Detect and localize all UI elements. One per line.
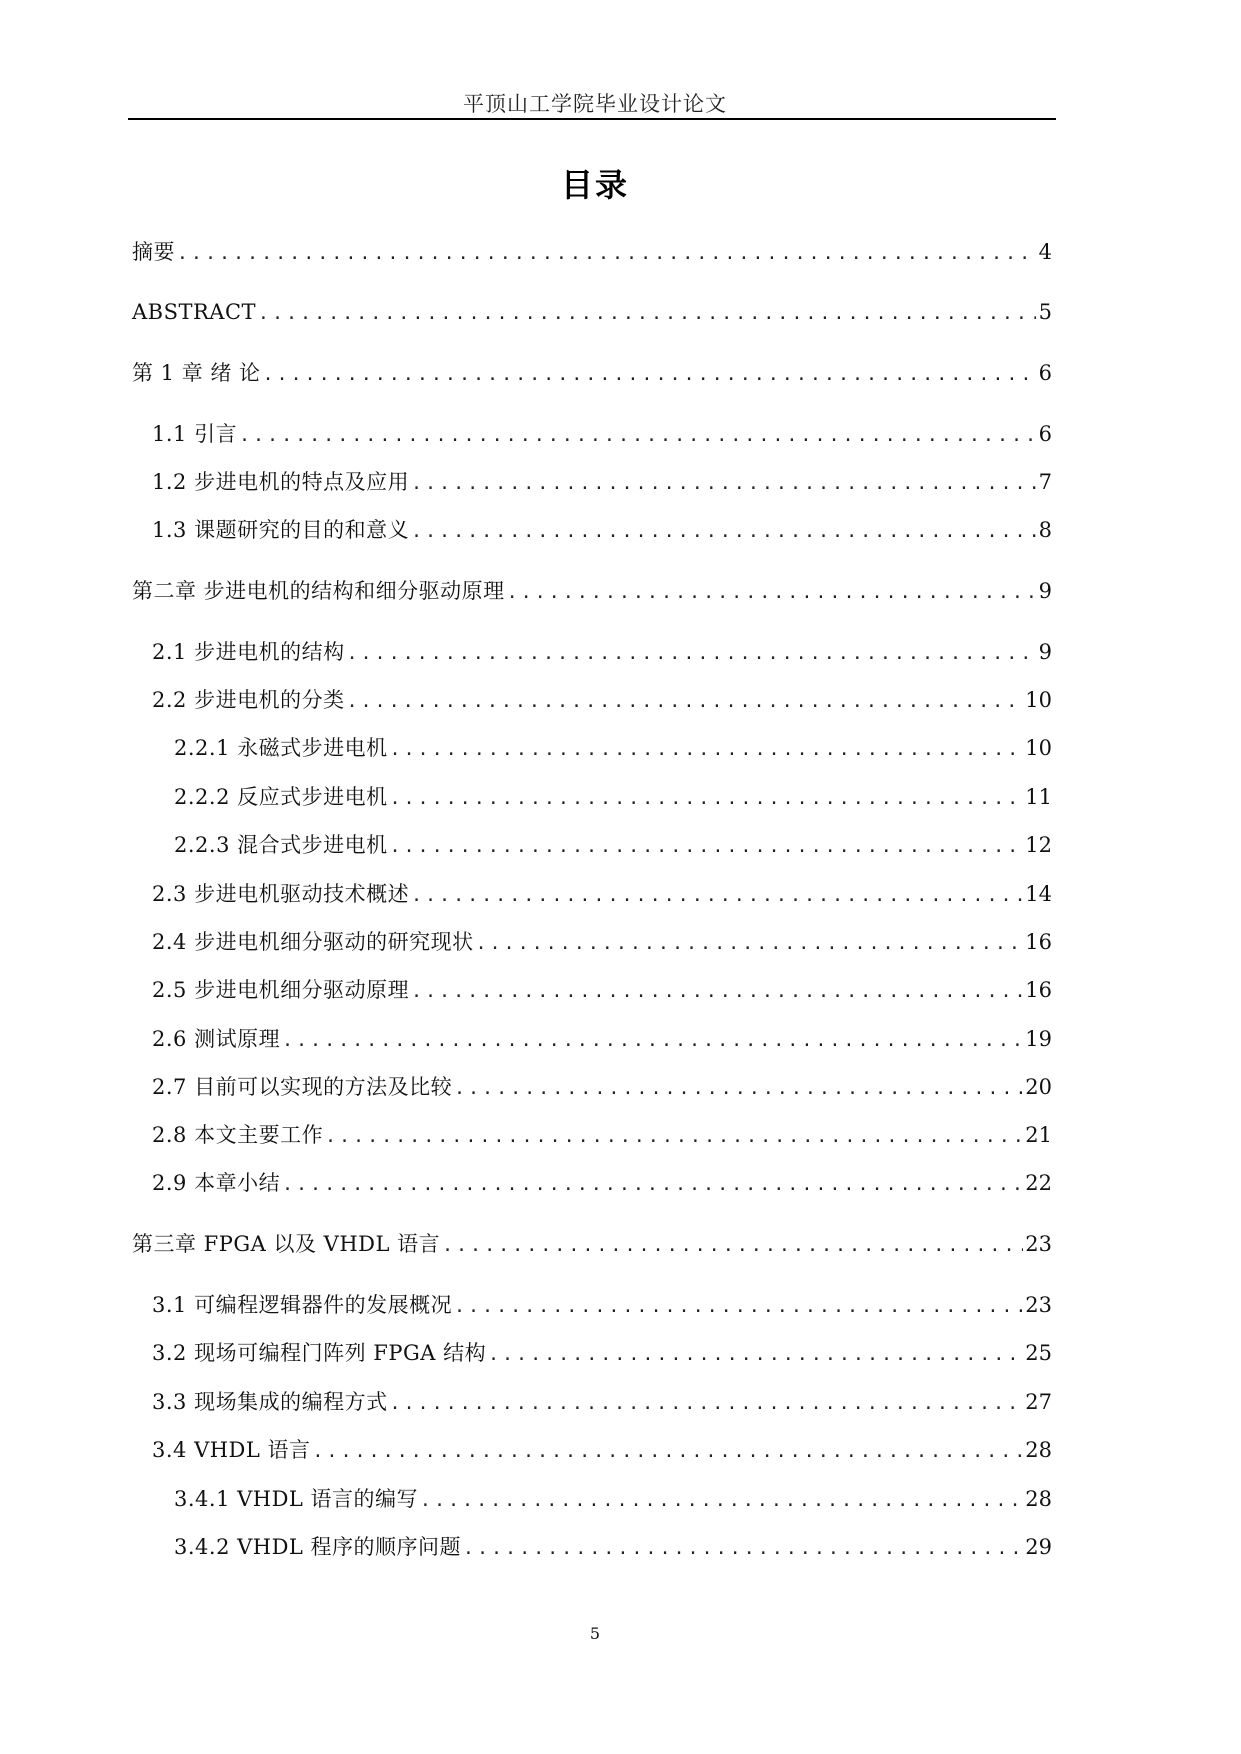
page-number: 5 bbox=[589, 1624, 601, 1643]
toc-entry-section-2-5[interactable] bbox=[152, 975, 1052, 1005]
toc-dot-leader bbox=[488, 1340, 1023, 1370]
toc-entry-label: 2.2 步进电机的分类 bbox=[152, 688, 345, 712]
toc-entry-page: 9 bbox=[1038, 640, 1052, 664]
toc-dot-leader bbox=[282, 1170, 1023, 1200]
toc-entry-section-2-2-1[interactable] bbox=[174, 733, 1052, 763]
toc-entry-section-3-4-2[interactable] bbox=[174, 1532, 1052, 1562]
toc-dot-leader bbox=[454, 1292, 1023, 1322]
toc-dot-leader bbox=[411, 881, 1023, 911]
toc-entry-page: 4 bbox=[1038, 240, 1052, 264]
toc-entry-label: 2.6 测试原理 bbox=[152, 1027, 281, 1051]
toc-entry-section-2-7[interactable] bbox=[152, 1072, 1052, 1102]
toc-entry-section-3-3[interactable] bbox=[152, 1387, 1052, 1417]
toc-dot-leader bbox=[442, 1231, 1023, 1261]
toc-entry-label: 摘要 bbox=[132, 240, 175, 264]
toc-entry-page: 28 bbox=[1025, 1487, 1052, 1511]
toc-entry-section-2-2-2[interactable] bbox=[174, 782, 1052, 812]
toc-entry-page: 23 bbox=[1025, 1293, 1052, 1317]
toc-dot-leader bbox=[347, 687, 1024, 717]
toc-title: 目录 bbox=[560, 166, 629, 204]
toc-entry-page: 6 bbox=[1038, 422, 1052, 446]
toc-dot-leader bbox=[390, 1389, 1024, 1419]
toc-entry-label: 3.2 现场可编程门阵列 FPGA 结构 bbox=[152, 1341, 487, 1365]
toc-dot-leader bbox=[313, 1437, 1024, 1467]
toc-entry-section-2-8[interactable] bbox=[152, 1120, 1052, 1150]
toc-entry-page: 27 bbox=[1025, 1390, 1052, 1414]
toc-entry-label: 1.2 步进电机的特点及应用 bbox=[152, 470, 410, 494]
toc-entry-label: 2.2.3 混合式步进电机 bbox=[174, 833, 388, 857]
toc-entry-section-1-2[interactable] bbox=[152, 467, 1052, 497]
toc-entry-page: 16 bbox=[1025, 978, 1052, 1002]
toc-entry-label: 3.3 现场集成的编程方式 bbox=[152, 1390, 388, 1414]
toc-entry-page: 23 bbox=[1025, 1232, 1052, 1256]
toc-entry-label: 2.8 本文主要工作 bbox=[152, 1123, 324, 1147]
toc-entry-label: 第 1 章 绪 论 bbox=[132, 361, 261, 385]
toc-entry-section-2-2[interactable] bbox=[152, 685, 1052, 715]
toc-dot-leader bbox=[177, 239, 1036, 269]
toc-entry-section-3-4[interactable] bbox=[152, 1435, 1052, 1465]
toc-entry-page: 5 bbox=[1038, 300, 1052, 324]
toc-entry-abstract-cn[interactable] bbox=[132, 237, 1052, 267]
toc-entry-label: 1.3 课题研究的目的和意义 bbox=[152, 518, 410, 542]
toc-entry-page: 14 bbox=[1025, 882, 1052, 906]
toc-dot-leader bbox=[282, 1026, 1023, 1056]
toc-entry-chapter-3[interactable] bbox=[132, 1229, 1052, 1259]
toc-entry-chapter-1[interactable] bbox=[132, 358, 1052, 388]
toc-entry-label: 第二章 步进电机的结构和细分驱动原理 bbox=[132, 579, 505, 603]
toc-entry-label: 2.3 步进电机驱动技术概述 bbox=[152, 882, 410, 906]
toc-dot-leader bbox=[239, 421, 1036, 451]
toc-entry-page: 7 bbox=[1038, 470, 1052, 494]
toc-dot-leader bbox=[463, 1534, 1023, 1564]
toc-entry-page: 8 bbox=[1038, 518, 1052, 542]
toc-entry-page: 10 bbox=[1025, 736, 1052, 760]
toc-entry-page: 9 bbox=[1038, 579, 1052, 603]
toc-entry-section-1-1[interactable] bbox=[152, 419, 1052, 449]
toc-entry-label: 3.1 可编程逻辑器件的发展概况 bbox=[152, 1293, 453, 1317]
toc-entry-label: 1.1 引言 bbox=[152, 422, 238, 446]
toc-dot-leader bbox=[258, 299, 1036, 329]
toc-entry-section-2-6[interactable] bbox=[152, 1024, 1052, 1054]
toc-entry-page: 16 bbox=[1025, 930, 1052, 954]
toc-dot-leader bbox=[420, 1486, 1023, 1516]
toc-entry-page: 29 bbox=[1025, 1535, 1052, 1559]
toc-entry-section-2-3[interactable] bbox=[152, 879, 1052, 909]
toc-entry-section-2-2-3[interactable] bbox=[174, 830, 1052, 860]
toc-entry-label: 第三章 FPGA 以及 VHDL 语言 bbox=[132, 1232, 441, 1256]
running-header: 平顶山工学院毕业设计论文 bbox=[463, 92, 727, 116]
toc-entry-abstract-en[interactable] bbox=[132, 297, 1052, 327]
toc-dot-leader bbox=[390, 784, 1024, 814]
toc-entry-label: 2.7 目前可以实现的方法及比较 bbox=[152, 1075, 453, 1099]
toc-dot-leader bbox=[476, 929, 1024, 959]
toc-entry-page: 22 bbox=[1025, 1171, 1052, 1195]
toc-entry-section-3-1[interactable] bbox=[152, 1290, 1052, 1320]
toc-entry-page: 6 bbox=[1038, 361, 1052, 385]
toc-entry-section-1-3[interactable] bbox=[152, 515, 1052, 545]
toc-entry-label: ABSTRACT bbox=[132, 300, 257, 324]
toc-entry-label: 3.4.1 VHDL 语言的编写 bbox=[174, 1487, 419, 1511]
toc-entry-page: 25 bbox=[1025, 1341, 1052, 1365]
toc-entry-page: 19 bbox=[1025, 1027, 1052, 1051]
toc-entry-label: 2.9 本章小结 bbox=[152, 1171, 281, 1195]
toc-entry-label: 2.2.1 永磁式步进电机 bbox=[174, 736, 388, 760]
toc-entry-label: 2.4 步进电机细分驱动的研究现状 bbox=[152, 930, 474, 954]
toc-entry-section-2-9[interactable] bbox=[152, 1168, 1052, 1198]
toc-entry-page: 11 bbox=[1025, 785, 1052, 809]
toc-entry-page: 20 bbox=[1025, 1075, 1052, 1099]
toc-dot-leader bbox=[347, 639, 1036, 669]
toc-entry-label: 2.2.2 反应式步进电机 bbox=[174, 785, 388, 809]
toc-entry-section-2-1[interactable] bbox=[152, 637, 1052, 667]
toc-entry-section-3-2[interactable] bbox=[152, 1338, 1052, 1368]
toc-entry-label: 3.4.2 VHDL 程序的顺序问题 bbox=[174, 1535, 462, 1559]
toc-entry-page: 28 bbox=[1025, 1438, 1052, 1462]
toc-dot-leader bbox=[411, 469, 1036, 499]
toc-entry-label: 2.1 步进电机的结构 bbox=[152, 640, 345, 664]
toc-entry-label: 3.4 VHDL 语言 bbox=[152, 1438, 311, 1462]
toc-dot-leader bbox=[411, 517, 1036, 547]
toc-entry-chapter-2[interactable] bbox=[132, 576, 1052, 606]
toc-dot-leader bbox=[263, 360, 1036, 390]
toc-entry-page: 10 bbox=[1025, 688, 1052, 712]
header-rule bbox=[128, 118, 1056, 120]
toc-dot-leader bbox=[390, 832, 1024, 862]
toc-dot-leader bbox=[390, 735, 1024, 765]
toc-entry-label: 2.5 步进电机细分驱动原理 bbox=[152, 978, 410, 1002]
toc-dot-leader bbox=[507, 578, 1036, 608]
toc-entry-section-3-4-1[interactable] bbox=[174, 1484, 1052, 1514]
toc-entry-page: 21 bbox=[1025, 1123, 1052, 1147]
toc-dot-leader bbox=[454, 1074, 1023, 1104]
toc-entry-page: 12 bbox=[1025, 833, 1052, 857]
toc-dot-leader bbox=[411, 977, 1023, 1007]
toc-dot-leader bbox=[325, 1122, 1023, 1152]
toc-entry-section-2-4[interactable] bbox=[152, 927, 1052, 957]
